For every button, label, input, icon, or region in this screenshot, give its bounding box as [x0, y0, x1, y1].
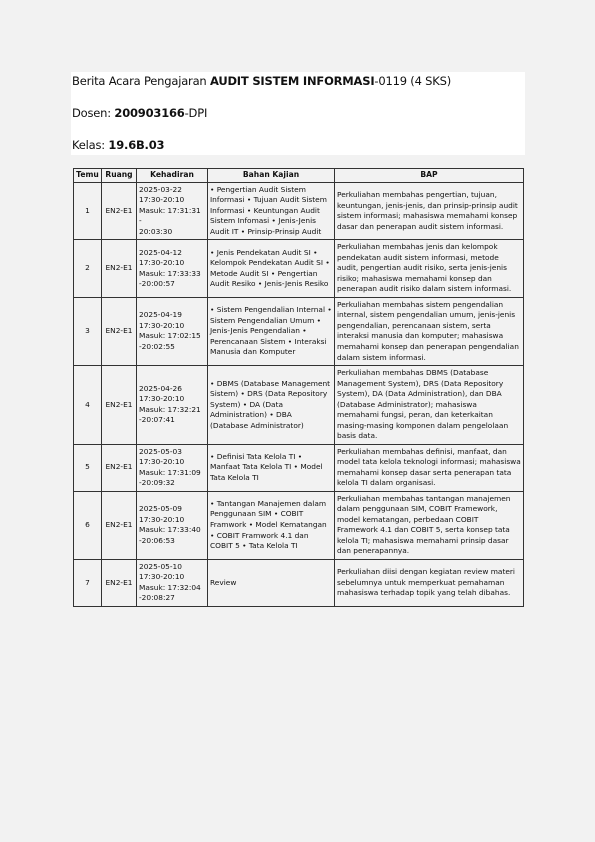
header-bap: BAP	[335, 169, 524, 183]
course-code: -0119 (4 SKS)	[374, 74, 451, 88]
cell-kehadiran: 2025-05-03 17:30-20:10 Masuk: 17:31:09 -20:09:32	[137, 444, 208, 491]
header-temu: Temu	[74, 169, 102, 183]
cell-temu: 4	[74, 366, 102, 445]
header-ruang: Ruang	[102, 169, 137, 183]
cell-bap: Perkuliahan membahas pengertian, tujuan, keuntungan, jenis-jenis, dan prinsip-prinsip audit sistem informasi; mahasiswa memahami konsep dasar dan penerapan audit sistem informasi.	[335, 182, 524, 240]
table-row	[74, 297, 524, 365]
cell-bahan-kajian: • Sistem Pengendalian Internal • Sistem Pengendalian Umum • Jenis-Jenis Pengendalian • Perencanaan Sistem • Interaksi Manusia dan Komputer	[208, 297, 335, 365]
document-title: Berita Acara Pengajaran AUDIT SISTEM INFORMASI-0119 (4 SKS)	[72, 74, 451, 88]
table-row	[74, 240, 524, 298]
cell-bap: Perkuliahan membahas tantangan manajemen dalam penggunaan SIM, COBIT Framework, model kematangan, perbedaan COBIT Framework 4.1 dan COBIT 5, serta konsep tata kelola TI; mahasiswa memahami prinsip dasar dan penerapannya.	[335, 491, 524, 559]
table-row	[74, 491, 524, 559]
header-block	[71, 72, 525, 155]
cell-ruang: EN2-E1	[102, 182, 137, 240]
cell-ruang: EN2-E1	[102, 297, 137, 365]
cell-bap: Perkuliahan membahas DBMS (Database Management System), DRS (Data Repository System), DA (Data Administration), dan DBA (Database Administrator); mahasiswa memahami fungsi, peran, dan keterkaitan masing-masing komponen dalam pengelolaan basis data.	[335, 366, 524, 445]
table-row	[74, 366, 524, 445]
cell-bap: Perkuliahan membahas jenis dan kelompok pendekatan audit sistem informasi, metode audit, pengertian audit risiko, serta jenis-jenis risiko; mahasiswa memahami konsep dan penerapan audit risiko dalam sistem informasi.	[335, 240, 524, 298]
table-row	[74, 182, 524, 240]
cell-bahan-kajian: • DBMS (Database Management Sistem) • DRS (Data Repository System) • DA (Data Administration) • DBA (Database Administrator)	[208, 366, 335, 445]
cell-temu: 2	[74, 240, 102, 298]
cell-bap: Perkuliahan membahas sistem pengendalian internal, sistem pengendalian umum, jenis-jenis pengendalian, perencanaan sistem, serta interaksi manusia dan komputer; mahasiswa memahami konsep dan penerapan pengendalian dalam sistem informasi.	[335, 297, 524, 365]
cell-temu: 7	[74, 559, 102, 606]
bap-table	[73, 168, 524, 607]
cell-temu: 3	[74, 297, 102, 365]
table-header-row	[74, 169, 524, 183]
cell-temu: 5	[74, 444, 102, 491]
cell-kehadiran: 2025-04-12 17:30-20:10 Masuk: 17:33:33 -20:00:57	[137, 240, 208, 298]
cell-kehadiran: 2025-04-26 17:30-20:10 Masuk: 17:32:21 -20:07:41	[137, 366, 208, 445]
course-name: AUDIT SISTEM INFORMASI	[209, 74, 375, 88]
cell-ruang: EN2-E1	[102, 559, 137, 606]
header-bahan-kajian: Bahan Kajian	[208, 169, 335, 183]
cell-bahan-kajian: • Jenis Pendekatan Audit SI • Kelompok Pendekatan Audit SI • Metode Audit SI • Pengertian Audit Resiko • Jenis-Jenis Resiko	[208, 240, 335, 298]
table-row	[74, 444, 524, 491]
cell-kehadiran: 2025-04-19 17:30-20:10 Masuk: 17:02:15 -20:02:55	[137, 297, 208, 365]
lecturer-id: 200903166	[114, 106, 185, 120]
cell-ruang: EN2-E1	[102, 366, 137, 445]
cell-bap: Perkuliahan membahas definisi, manfaat, dan model tata kelola teknologi informasi; mahasiswa memahami konsep dasar serta penerapan tata kelola TI dalam organisasi.	[335, 444, 524, 491]
table-row	[74, 559, 524, 606]
cell-kehadiran: 2025-05-09 17:30-20:10 Masuk: 17:33:40 -20:06:53	[137, 491, 208, 559]
class-line: Kelas: 19.6B.03	[72, 138, 165, 152]
cell-bahan-kajian: Review	[208, 559, 335, 606]
cell-ruang: EN2-E1	[102, 491, 137, 559]
lecturer-code: -DPI	[184, 106, 208, 120]
class-value: 19.6B.03	[108, 138, 165, 152]
cell-kehadiran: 2025-03-22 17:30-20:10 Masuk: 17:31:31 - 20:03:30	[137, 182, 208, 240]
cell-bahan-kajian: • Tantangan Manajemen dalam Penggunaan SIM • COBIT Framwork • Model Kematangan • COBIT Framwork 4.1 dan COBIT 5 • Tata Kelola TI	[208, 491, 335, 559]
cell-temu: 1	[74, 182, 102, 240]
cell-bahan-kajian: • Definisi Tata Kelola TI • Manfaat Tata Kelola TI • Model Tata Kelola TI	[208, 444, 335, 491]
cell-bahan-kajian: • Pengertian Audit Sistem Informasi • Tujuan Audit Sistem Informasi • Keuntungan Audit Sistem Infomasi • Jenis-Jenis Audit IT • Prinsip-Prinsip Audit	[208, 182, 335, 240]
cell-bap: Perkuliahan diisi dengan kegiatan review materi sebelumnya untuk memperkuat pemahaman mahasiswa terhadap topik yang telah dibahas.	[335, 559, 524, 606]
cell-ruang: EN2-E1	[102, 444, 137, 491]
lecturer-line: Dosen: 200903166-DPI	[72, 106, 208, 120]
cell-ruang: EN2-E1	[102, 240, 137, 298]
header-kehadiran: Kehadiran	[137, 169, 208, 183]
cell-temu: 6	[74, 491, 102, 559]
cell-kehadiran: 2025-05-10 17:30-20:10 Masuk: 17:32:04 -20:08:27	[137, 559, 208, 606]
